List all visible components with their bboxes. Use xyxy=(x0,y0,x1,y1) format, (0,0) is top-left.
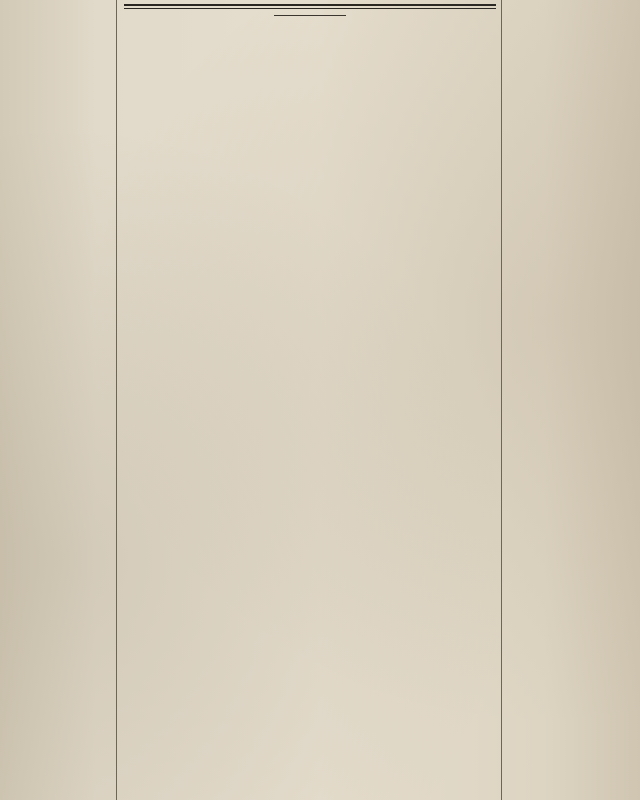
section-rule-top xyxy=(124,4,496,6)
section-divider xyxy=(274,15,346,16)
section-rule-top-thin xyxy=(124,8,496,9)
column-rule-right xyxy=(501,0,502,800)
main-column xyxy=(124,0,496,19)
column-rule-left xyxy=(116,0,117,800)
